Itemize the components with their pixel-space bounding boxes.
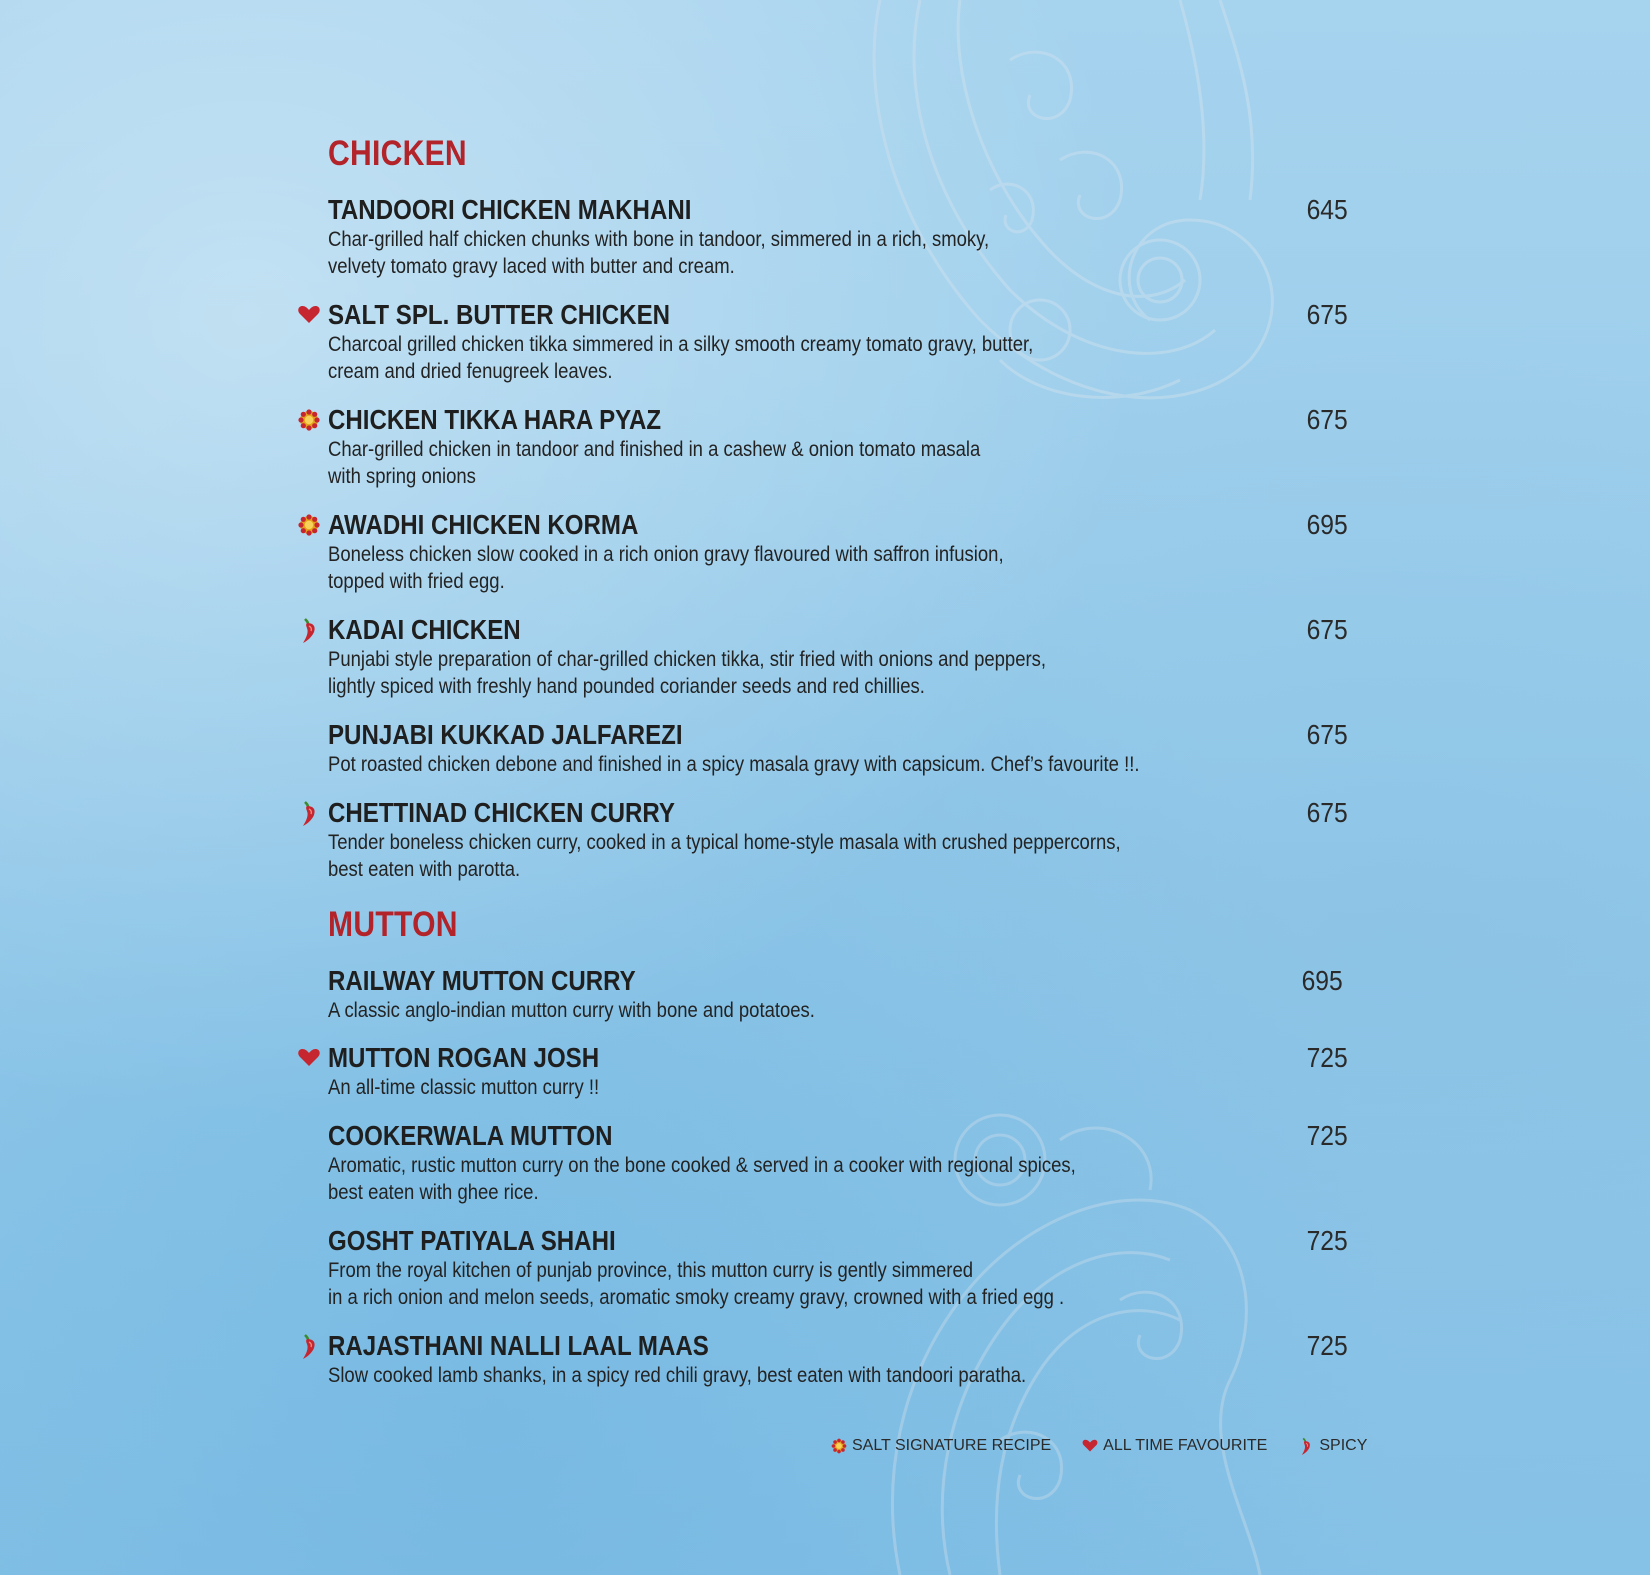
heart-icon xyxy=(1081,1436,1099,1456)
item-price: 675 xyxy=(1306,797,1348,828)
item-price: 725 xyxy=(1306,1042,1348,1073)
menu-item xyxy=(328,1042,1348,1101)
section-title-chicken: CHICKEN xyxy=(328,134,467,173)
item-price: 675 xyxy=(1306,404,1348,435)
item-name: CHICKEN TIKKA HARA PYAZ xyxy=(328,404,662,435)
item-price: 675 xyxy=(1306,299,1348,330)
item-price: 645 xyxy=(1306,194,1348,225)
chili-icon xyxy=(296,616,322,644)
item-description: Char-grilled chicken in tandoor and finished in a cashew & onion tomato masala with spring onions xyxy=(328,438,981,488)
item-name: GOSHT PATIYALA SHAHI xyxy=(328,1225,616,1256)
item-name: SALT SPL. BUTTER CHICKEN xyxy=(328,299,671,330)
menu-item xyxy=(328,299,1348,385)
item-price: 675 xyxy=(1306,614,1348,645)
item-name: COOKERWALA MUTTON xyxy=(328,1120,613,1151)
item-description: Pot roasted chicken debone and finished in a spicy masala gravy with capsicum. Chef’s favourite !!. xyxy=(328,753,1140,776)
legend-label: ALL TIME FAVOURITE xyxy=(1103,1437,1268,1454)
item-description: Punjabi style preparation of char-grilled chicken tikka, stir fried with onions and peppers, lightly spiced with freshly hand pounded coriander seeds and red chillies. xyxy=(328,648,1047,698)
legend-entry-signature xyxy=(830,1436,1051,1456)
menu-item xyxy=(328,719,1348,778)
legend xyxy=(830,1436,1367,1456)
item-name: TANDOORI CHICKEN MAKHANI xyxy=(328,194,692,225)
item-description: Charcoal grilled chicken tikka simmered in a silky smooth creamy tomato gravy, butter, cream and dried fenugreek leaves. xyxy=(328,333,1034,383)
menu-item xyxy=(328,614,1348,700)
signature-icon xyxy=(296,511,322,539)
legend-entry-favourite xyxy=(1081,1436,1267,1456)
item-name: KADAI CHICKEN xyxy=(328,614,521,645)
item-price: 675 xyxy=(1306,719,1348,750)
menu-item xyxy=(328,194,1348,280)
menu-item xyxy=(328,965,1348,1024)
item-name: PUNJABI KUKKAD JALFAREZI xyxy=(328,719,683,750)
item-description: Slow cooked lamb shanks, in a spicy red chili gravy, best eaten with tandoori paratha. xyxy=(328,1364,1027,1387)
legend-entry-spicy xyxy=(1297,1436,1367,1456)
item-name: AWADHI CHICKEN KORMA xyxy=(328,509,639,540)
item-price: 725 xyxy=(1306,1330,1348,1361)
item-description: An all-time classic mutton curry !! xyxy=(328,1076,600,1099)
item-description: Aromatic, rustic mutton curry on the bone cooked & served in a cooker with regional spices, best eaten with ghee rice. xyxy=(328,1154,1076,1204)
menu-item xyxy=(328,1330,1348,1389)
menu-item xyxy=(328,404,1348,490)
item-description: A classic anglo-indian mutton curry with bone and potatoes. xyxy=(328,999,815,1022)
item-name: MUTTON ROGAN JOSH xyxy=(328,1042,600,1073)
legend-label: SPICY xyxy=(1319,1437,1368,1454)
menu-item xyxy=(328,1225,1348,1311)
item-price: 695 xyxy=(1306,509,1348,540)
item-name: RAJASTHANI NALLI LAAL MAAS xyxy=(328,1330,709,1361)
menu-item xyxy=(328,1120,1348,1206)
heart-icon xyxy=(296,301,322,329)
menu-item xyxy=(328,797,1348,883)
item-description: From the royal kitchen of punjab province, this mutton curry is gently simmered in a rich onion and melon seeds, aromatic smoky creamy gravy, crowned with a fried egg . xyxy=(328,1259,1065,1309)
chili-icon xyxy=(296,799,322,827)
item-name: RAILWAY MUTTON CURRY xyxy=(328,965,636,996)
item-price: 695 xyxy=(1301,965,1343,996)
section-title-mutton: MUTTON xyxy=(328,905,458,944)
heart-icon xyxy=(296,1044,322,1072)
chili-icon xyxy=(1297,1436,1315,1456)
chili-icon xyxy=(296,1332,322,1360)
legend-label: SALT SIGNATURE RECIPE xyxy=(852,1437,1052,1454)
item-description: Char-grilled half chicken chunks with bone in tandoor, simmered in a rich, smoky, velvety tomato gravy laced with butter and cream. xyxy=(328,228,990,278)
item-description: Boneless chicken slow cooked in a rich onion gravy flavoured with saffron infusion, topped with fried egg. xyxy=(328,543,1004,593)
item-name: CHETTINAD CHICKEN CURRY xyxy=(328,797,675,828)
item-price: 725 xyxy=(1306,1225,1348,1256)
signature-icon xyxy=(296,406,322,434)
item-price: 725 xyxy=(1306,1120,1348,1151)
signature-icon xyxy=(830,1436,848,1456)
item-description: Tender boneless chicken curry, cooked in a typical home-style masala with crushed peppercorns, best eaten with parotta. xyxy=(328,831,1121,881)
menu-item xyxy=(328,509,1348,595)
